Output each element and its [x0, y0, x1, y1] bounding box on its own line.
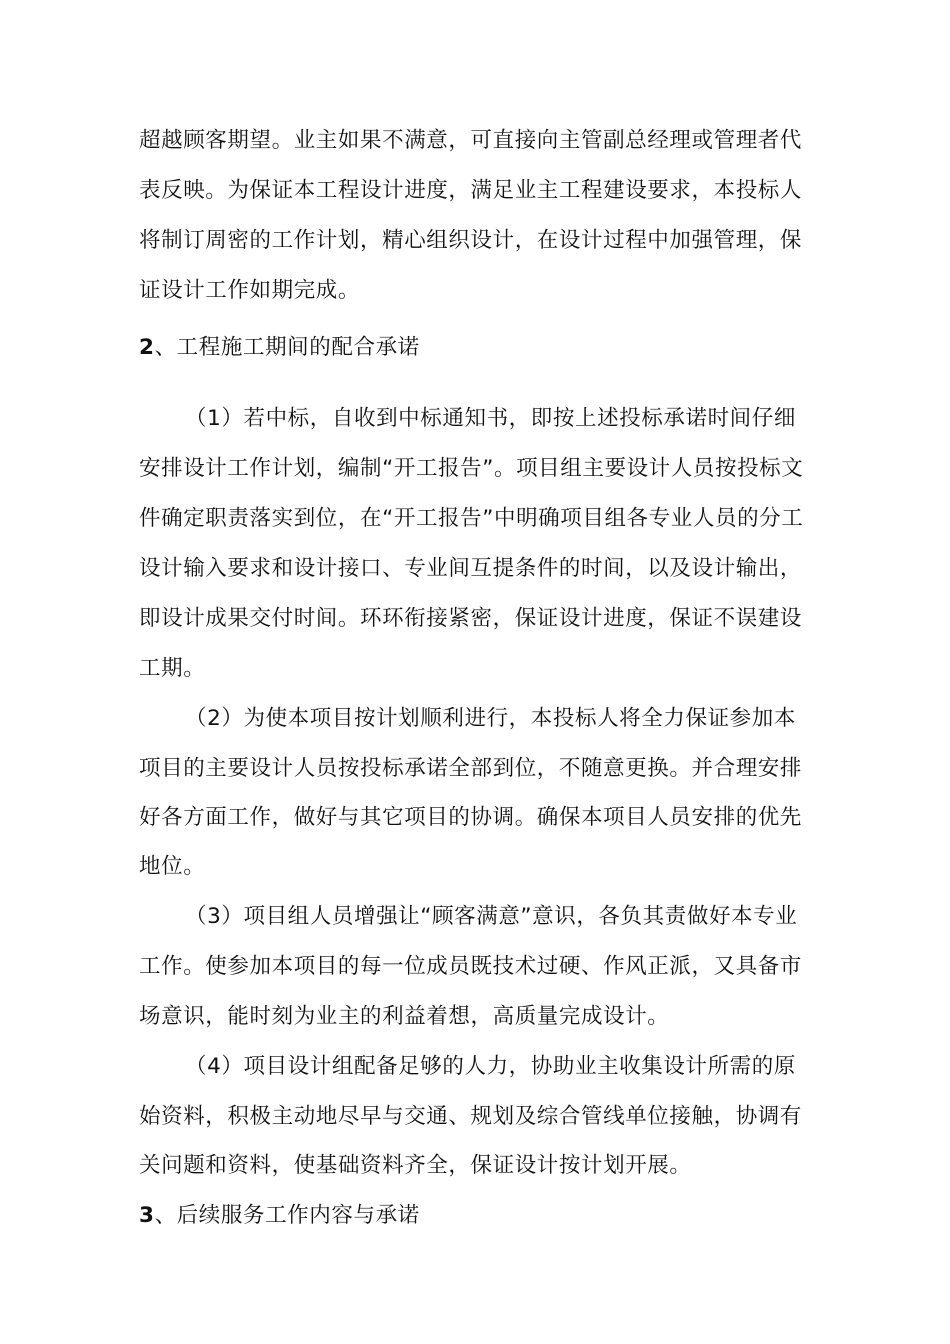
- text-line: 件确定职责落实到位，在“开工报告”中明确项目组各专业人员的分工: [139, 506, 804, 531]
- text-line: 项目的主要设计人员按投标承诺全部到位，不随意更换。并合理安排: [139, 756, 803, 781]
- section-number: 2: [139, 335, 155, 360]
- text-line: 好各方面工作，做好与其它项目的协调。确保本项目人员安排的优先: [139, 805, 803, 830]
- text-line: 表反映。为保证本工程设计进度，满足业主工程建设要求，本投标人: [139, 178, 803, 203]
- text-line: 始资料，积极主动地尽早与交通、规划及综合管线单位接触，协调有: [139, 1104, 803, 1129]
- text-line: （2）为使本项目按计划顺利进行，本投标人将全力保证参加本: [185, 706, 796, 731]
- section-title: 、后续服务工作内容与承诺: [154, 1203, 420, 1228]
- text-line: （4）项目设计组配备足够的人力，协助业主收集设计所需的原: [185, 1054, 796, 1079]
- text-line: 场意识，能时刻为业主的利益着想，高质量完成设计。: [139, 1004, 670, 1029]
- section-number: 3: [139, 1203, 155, 1228]
- text-line: 超越顾客期望。业主如果不满意，可直接向主管副总经理或管理者代: [139, 128, 803, 153]
- section-heading-3: [139, 1201, 420, 1231]
- section-heading-2: [139, 333, 420, 363]
- text-line: 即设计成果交付时间。环环衔接紧密，保证设计进度，保证不误建设: [139, 606, 803, 631]
- text-line: 安排设计工作计划，编制“开工报告”。项目组主要设计人员按投标文: [139, 456, 804, 481]
- section-title: 、工程施工期间的配合承诺: [154, 335, 420, 360]
- text-line: 设计输入要求和设计接口、专业间互提条件的时间，以及设计输出，: [139, 556, 803, 581]
- text-line: 证设计工作如期完成。: [139, 278, 361, 303]
- text-line: 工作。使参加本项目的每一位成员既技术过硬、作风正派，又具备市: [139, 954, 803, 979]
- text-line: （1）若中标，自收到中标通知书，即按上述投标承诺时间仔细: [185, 406, 796, 431]
- text-line: （3）项目组人员增强让“顾客满意”意识，各负其责做好本专业: [185, 904, 798, 929]
- text-line: 将制订周密的工作计划，精心组织设计，在设计过程中加强管理，保: [139, 228, 803, 253]
- text-line: 地位。: [139, 854, 206, 879]
- text-line: 关问题和资料，使基础资料齐全，保证设计按计划开展。: [139, 1153, 692, 1178]
- text-line: 工期。: [139, 656, 206, 681]
